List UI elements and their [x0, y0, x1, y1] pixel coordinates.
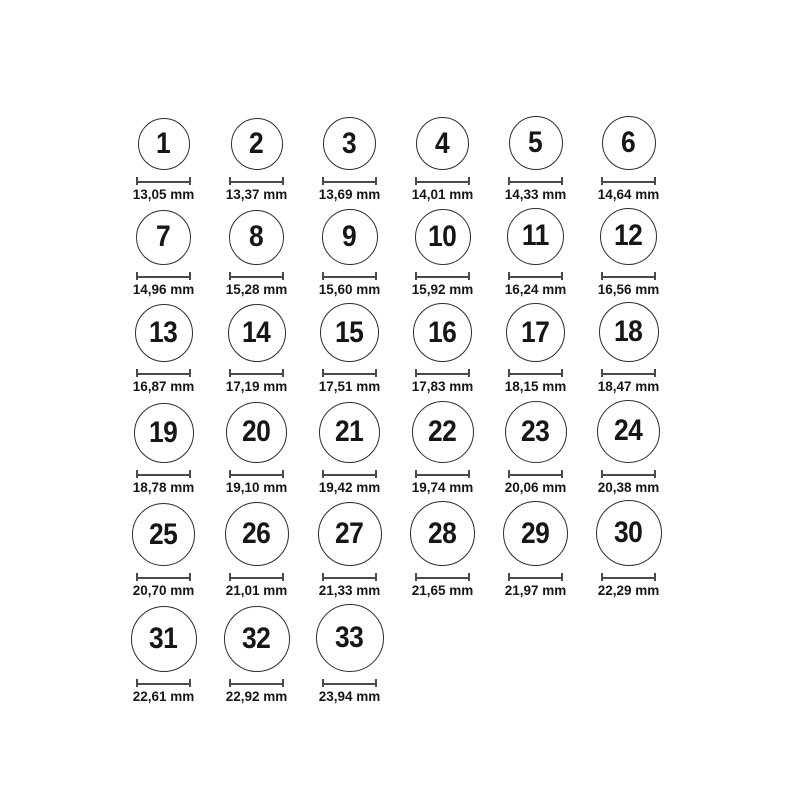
measure-bar [601, 474, 656, 476]
diameter-measure-line [508, 272, 563, 280]
measure-end-tick [282, 369, 284, 377]
ring-size-cell [117, 208, 210, 298]
diameter-label: 16,24 mm [504, 281, 567, 297]
measure-end-tick [375, 573, 377, 581]
diameter-label: 15,60 mm [318, 281, 381, 297]
diameter-label: 23,94 mm [318, 688, 381, 704]
diameter-label: 19,42 mm [318, 479, 381, 495]
diameter-label: 14,33 mm [504, 187, 567, 202]
diameter-label: 20,38 mm [597, 479, 660, 495]
ring-size-number: 15 [335, 315, 364, 349]
diameter-label: 18,15 mm [504, 379, 567, 395]
measure-bar [229, 373, 284, 375]
measure-end-tick [189, 679, 191, 687]
diameter-measure-line [508, 177, 563, 185]
ring-size-cell [396, 500, 489, 599]
diameter-label: 20,06 mm [504, 479, 567, 495]
diameter-label: 13,37 mm [225, 187, 288, 202]
diameter-measure-line [601, 573, 656, 581]
diameter-measure-line [229, 573, 284, 581]
ring-circle [410, 501, 475, 566]
measure-end-tick [375, 272, 377, 280]
measure-bar [136, 373, 191, 375]
ring-circle [229, 210, 284, 265]
ring-circle [136, 210, 191, 265]
diameter-measure-line [136, 679, 191, 687]
measure-bar [322, 683, 377, 685]
ring-size-cell [210, 116, 303, 203]
diameter-measure-line [229, 369, 284, 377]
diameter-label: 17,19 mm [225, 379, 288, 395]
measure-end-tick [282, 679, 284, 687]
measure-end-tick [189, 177, 191, 185]
ring-circle [323, 117, 376, 170]
ring-circle [599, 302, 659, 362]
measure-end-tick [189, 272, 191, 280]
diameter-label: 13,05 mm [132, 187, 195, 202]
measure-end-tick [189, 369, 191, 377]
ring-circle [412, 401, 474, 463]
ring-circle [132, 503, 195, 566]
ring-size-number: 1 [156, 127, 171, 160]
measure-bar [508, 276, 563, 278]
diameter-label: 14,96 mm [132, 281, 195, 297]
ring-size-cell [489, 400, 582, 496]
diameter-measure-line [415, 369, 470, 377]
ring-circle [320, 303, 379, 362]
measure-bar [229, 683, 284, 685]
ring-circle [138, 118, 190, 170]
ring-size-number: 11 [521, 219, 550, 253]
ring-size-cell [489, 116, 582, 203]
ring-size-cell [210, 302, 303, 395]
diameter-measure-line [601, 470, 656, 478]
measure-end-tick [654, 369, 656, 377]
measure-bar [601, 276, 656, 278]
measure-end-tick [468, 369, 470, 377]
diameter-measure-line [322, 679, 377, 687]
measure-bar [229, 181, 284, 183]
ring-circle [226, 402, 287, 463]
ring-circle [596, 500, 662, 566]
ring-size-number: 9 [342, 219, 357, 253]
measure-end-tick [282, 470, 284, 478]
ring-size-cell [489, 302, 582, 395]
diameter-measure-line [415, 470, 470, 478]
ring-size-number: 10 [428, 219, 457, 253]
diameter-measure-line [415, 573, 470, 581]
measure-end-tick [561, 369, 563, 377]
diameter-measure-line [322, 272, 377, 280]
diameter-label: 15,28 mm [225, 281, 288, 297]
ring-size-number: 5 [528, 126, 543, 159]
ring-circle [505, 401, 567, 463]
measure-end-tick [375, 470, 377, 478]
measure-bar [136, 577, 191, 579]
ring-size-cell [582, 116, 675, 203]
ring-size-number: 18 [614, 315, 643, 349]
diameter-measure-line [229, 272, 284, 280]
measure-end-tick [654, 470, 656, 478]
ring-circle [509, 116, 563, 170]
diameter-label: 18,47 mm [597, 379, 660, 395]
measure-end-tick [468, 470, 470, 478]
ring-size-cell [303, 500, 396, 599]
measure-end-tick [468, 177, 470, 185]
ring-circle [597, 400, 660, 463]
ring-size-number: 13 [149, 316, 178, 350]
ring-size-number: 16 [428, 315, 457, 349]
measure-end-tick [561, 573, 563, 581]
measure-end-tick [282, 272, 284, 280]
measure-bar [601, 373, 656, 375]
diameter-measure-line [508, 573, 563, 581]
ring-size-cell [117, 500, 210, 599]
diameter-measure-line [415, 272, 470, 280]
ring-circle [134, 403, 194, 463]
diameter-measure-line [229, 679, 284, 687]
diameter-measure-line [601, 272, 656, 280]
ring-size-cell [117, 302, 210, 395]
ring-size-cell [489, 208, 582, 298]
diameter-measure-line [136, 177, 191, 185]
ring-size-number: 25 [149, 517, 178, 551]
measure-bar [508, 577, 563, 579]
diameter-label: 20,70 mm [132, 583, 195, 599]
ring-circle [318, 502, 382, 566]
measure-end-tick [375, 369, 377, 377]
measure-end-tick [189, 470, 191, 478]
diameter-measure-line [136, 369, 191, 377]
ring-size-number: 7 [156, 220, 171, 254]
ring-size-number: 33 [335, 620, 364, 654]
diameter-label: 22,29 mm [597, 583, 660, 599]
measure-bar [508, 474, 563, 476]
measure-bar [415, 474, 470, 476]
measure-bar [229, 276, 284, 278]
diameter-measure-line [322, 369, 377, 377]
ring-circle [135, 304, 193, 362]
ring-circle [503, 501, 568, 566]
ring-size-cell [396, 302, 489, 395]
ring-circle [131, 606, 197, 672]
ring-size-cell [396, 400, 489, 496]
diameter-measure-line [136, 573, 191, 581]
measure-bar [136, 181, 191, 183]
ring-circle [225, 502, 289, 566]
measure-bar [136, 474, 191, 476]
diameter-label: 14,01 mm [411, 187, 474, 202]
diameter-label: 22,61 mm [132, 688, 195, 704]
ring-circle [415, 209, 471, 265]
diameter-label: 14,64 mm [597, 187, 660, 202]
ring-size-number: 20 [242, 415, 271, 449]
ring-size-number: 2 [249, 127, 264, 160]
ring-circle [228, 304, 286, 362]
ring-size-cell [210, 500, 303, 599]
ring-size-number: 3 [342, 126, 357, 160]
diameter-label: 18,78 mm [132, 479, 195, 495]
ring-size-number: 17 [521, 315, 550, 349]
diameter-label: 19,74 mm [411, 479, 474, 495]
ring-size-number: 21 [335, 415, 364, 449]
ring-circle [600, 208, 657, 265]
diameter-measure-line [601, 369, 656, 377]
ring-circle [413, 303, 472, 362]
measure-end-tick [189, 573, 191, 581]
diameter-measure-line [136, 272, 191, 280]
diameter-label: 22,92 mm [225, 688, 288, 704]
measure-bar [415, 276, 470, 278]
diameter-measure-line [601, 177, 656, 185]
ring-size-cell [303, 604, 396, 705]
ring-size-cell [582, 302, 675, 395]
measure-bar [229, 577, 284, 579]
ring-size-number: 27 [335, 517, 364, 551]
ring-size-cell [210, 208, 303, 298]
ring-size-cell [210, 604, 303, 705]
measure-end-tick [375, 177, 377, 185]
measure-bar [322, 373, 377, 375]
measure-end-tick [561, 470, 563, 478]
measure-bar [136, 276, 191, 278]
diameter-label: 21,65 mm [411, 583, 474, 599]
measure-bar [229, 474, 284, 476]
measure-end-tick [654, 272, 656, 280]
diameter-label: 21,01 mm [225, 583, 288, 599]
ring-size-cell [303, 400, 396, 496]
ring-size-cell [210, 400, 303, 496]
ring-size-number: 29 [521, 516, 550, 550]
measure-bar [322, 474, 377, 476]
measure-end-tick [468, 573, 470, 581]
measure-bar [136, 683, 191, 685]
ring-size-chart [117, 116, 675, 704]
ring-size-number: 30 [614, 516, 643, 550]
measure-end-tick [282, 573, 284, 581]
ring-size-number: 14 [242, 316, 271, 350]
ring-size-number: 32 [242, 621, 271, 655]
diameter-label: 21,33 mm [318, 583, 381, 599]
ring-circle [322, 209, 378, 265]
diameter-measure-line [508, 470, 563, 478]
diameter-measure-line [136, 470, 191, 478]
diameter-label: 17,83 mm [411, 379, 474, 395]
ring-size-cell [582, 208, 675, 298]
measure-bar [508, 181, 563, 183]
measure-end-tick [468, 272, 470, 280]
ring-circle [224, 606, 290, 672]
diameter-label: 15,92 mm [411, 281, 474, 297]
ring-circle [602, 116, 656, 170]
ring-size-cell [303, 208, 396, 298]
diameter-label: 16,56 mm [597, 281, 660, 297]
diameter-measure-line [229, 177, 284, 185]
ring-size-cell [489, 500, 582, 599]
measure-bar [415, 181, 470, 183]
ring-size-number: 4 [435, 126, 450, 160]
ring-size-number: 12 [614, 219, 643, 253]
measure-bar [322, 276, 377, 278]
ring-size-cell [582, 400, 675, 496]
ring-circle [231, 118, 283, 170]
ring-circle [506, 303, 565, 362]
diameter-measure-line [322, 177, 377, 185]
diameter-measure-line [415, 177, 470, 185]
ring-size-cell [117, 604, 210, 705]
ring-size-cell [396, 208, 489, 298]
measure-end-tick [654, 177, 656, 185]
ring-size-number: 24 [614, 414, 643, 448]
measure-bar [415, 577, 470, 579]
diameter-label: 19,10 mm [225, 479, 288, 495]
ring-circle [319, 402, 380, 463]
ring-size-cell [117, 400, 210, 496]
ring-circle [507, 208, 564, 265]
ring-circle [416, 117, 469, 170]
measure-bar [508, 373, 563, 375]
ring-size-number: 22 [428, 414, 457, 448]
ring-size-number: 28 [428, 516, 457, 550]
diameter-measure-line [229, 470, 284, 478]
ring-size-number: 26 [242, 517, 271, 551]
ring-size-number: 19 [149, 415, 178, 449]
measure-end-tick [282, 177, 284, 185]
measure-bar [415, 373, 470, 375]
ring-size-number: 6 [621, 126, 636, 159]
ring-size-number: 8 [249, 220, 264, 254]
measure-end-tick [561, 177, 563, 185]
ring-size-cell [303, 116, 396, 203]
ring-size-number: 23 [521, 414, 550, 448]
measure-bar [601, 577, 656, 579]
diameter-label: 13,69 mm [318, 187, 381, 202]
ring-circle [316, 604, 384, 672]
measure-end-tick [561, 272, 563, 280]
measure-bar [322, 181, 377, 183]
measure-bar [601, 181, 656, 183]
ring-size-number: 31 [149, 621, 178, 655]
ring-size-cell [396, 116, 489, 203]
ring-size-cell [117, 116, 210, 203]
diameter-label: 16,87 mm [132, 379, 195, 395]
measure-end-tick [654, 573, 656, 581]
diameter-label: 17,51 mm [318, 379, 381, 395]
ring-size-cell [582, 500, 675, 599]
measure-bar [322, 577, 377, 579]
measure-end-tick [375, 679, 377, 687]
ring-size-cell [303, 302, 396, 395]
diameter-measure-line [508, 369, 563, 377]
diameter-measure-line [322, 573, 377, 581]
diameter-label: 21,97 mm [504, 583, 567, 599]
diameter-measure-line [322, 470, 377, 478]
